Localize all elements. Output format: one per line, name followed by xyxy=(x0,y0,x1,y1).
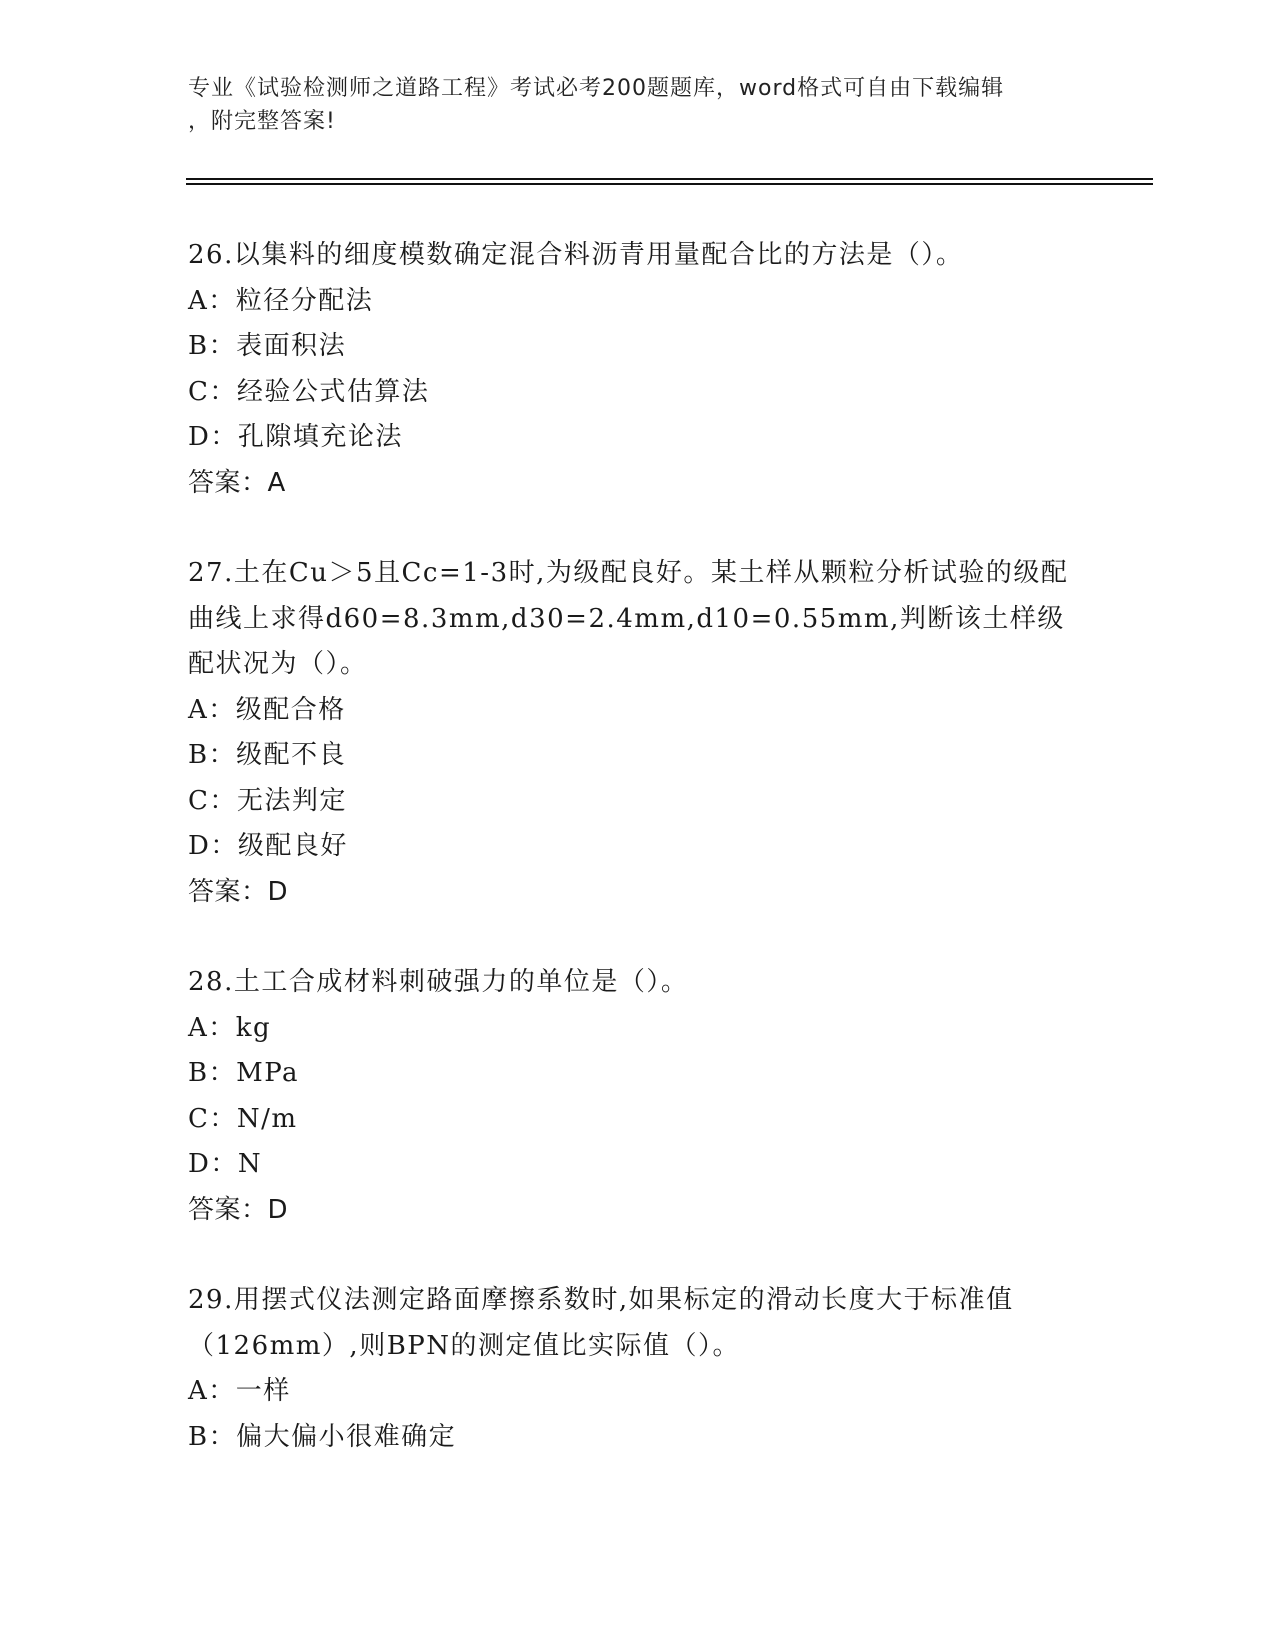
answer-text: 答案：D xyxy=(188,1194,289,1225)
option-a: A：kg xyxy=(188,1012,272,1043)
option-c: C：N/m xyxy=(188,1103,298,1134)
question-text: 26.以集料的细度模数确定混合料沥青用量配合比的方法是（）。 xyxy=(188,240,964,270)
option-a: A：一样 xyxy=(188,1376,291,1406)
header-divider-bottom xyxy=(186,183,1153,185)
question-27 xyxy=(188,551,1088,915)
document-header xyxy=(188,72,1088,138)
option-c: C：经验公式估算法 xyxy=(188,376,430,407)
question-list xyxy=(188,233,1088,1505)
question-text: 28.土工合成材料刺破强力的单位是（）。 xyxy=(188,967,689,997)
option-a: A：粒径分配法 xyxy=(188,285,374,316)
option-d: D：级配良好 xyxy=(188,831,348,861)
question-text: 27.土在Cu＞5且Cc=1-3时,为级配良好。某土样从颗粒分析试验的级配曲线上求得d60=8.3mm,d30=2.4mm,d10=0.55mm,判断该土样级配状况为（）。 xyxy=(188,558,1069,679)
header-divider-top xyxy=(186,178,1153,180)
question-28 xyxy=(188,960,1088,1233)
option-b: B：级配不良 xyxy=(188,740,347,770)
option-d: D：N xyxy=(188,1149,263,1179)
question-text: 29.用摆式仪法测定路面摩擦系数时,如果标定的滑动长度大于标准值（126mm）,则BPN的测定值比实际值（）。 xyxy=(188,1285,1014,1361)
option-a: A：级配合格 xyxy=(188,694,346,725)
option-c: C：无法判定 xyxy=(188,785,347,816)
option-b: B：MPa xyxy=(188,1058,300,1088)
header-title-line: 专业《试验检测师之道路工程》考试必考200题题库，word格式可自由下载编辑 xyxy=(188,76,1005,101)
option-d: D：孔隙填充论法 xyxy=(188,422,403,452)
answer-text: 答案：A xyxy=(188,467,286,498)
header-subtitle-line: ，附完整答案! xyxy=(188,109,336,134)
option-b: B：表面积法 xyxy=(188,331,347,361)
answer-text: 答案：D xyxy=(188,876,289,907)
question-29 xyxy=(188,1278,1088,1460)
question-26 xyxy=(188,233,1088,506)
option-b: B：偏大偏小很难确定 xyxy=(188,1421,457,1452)
